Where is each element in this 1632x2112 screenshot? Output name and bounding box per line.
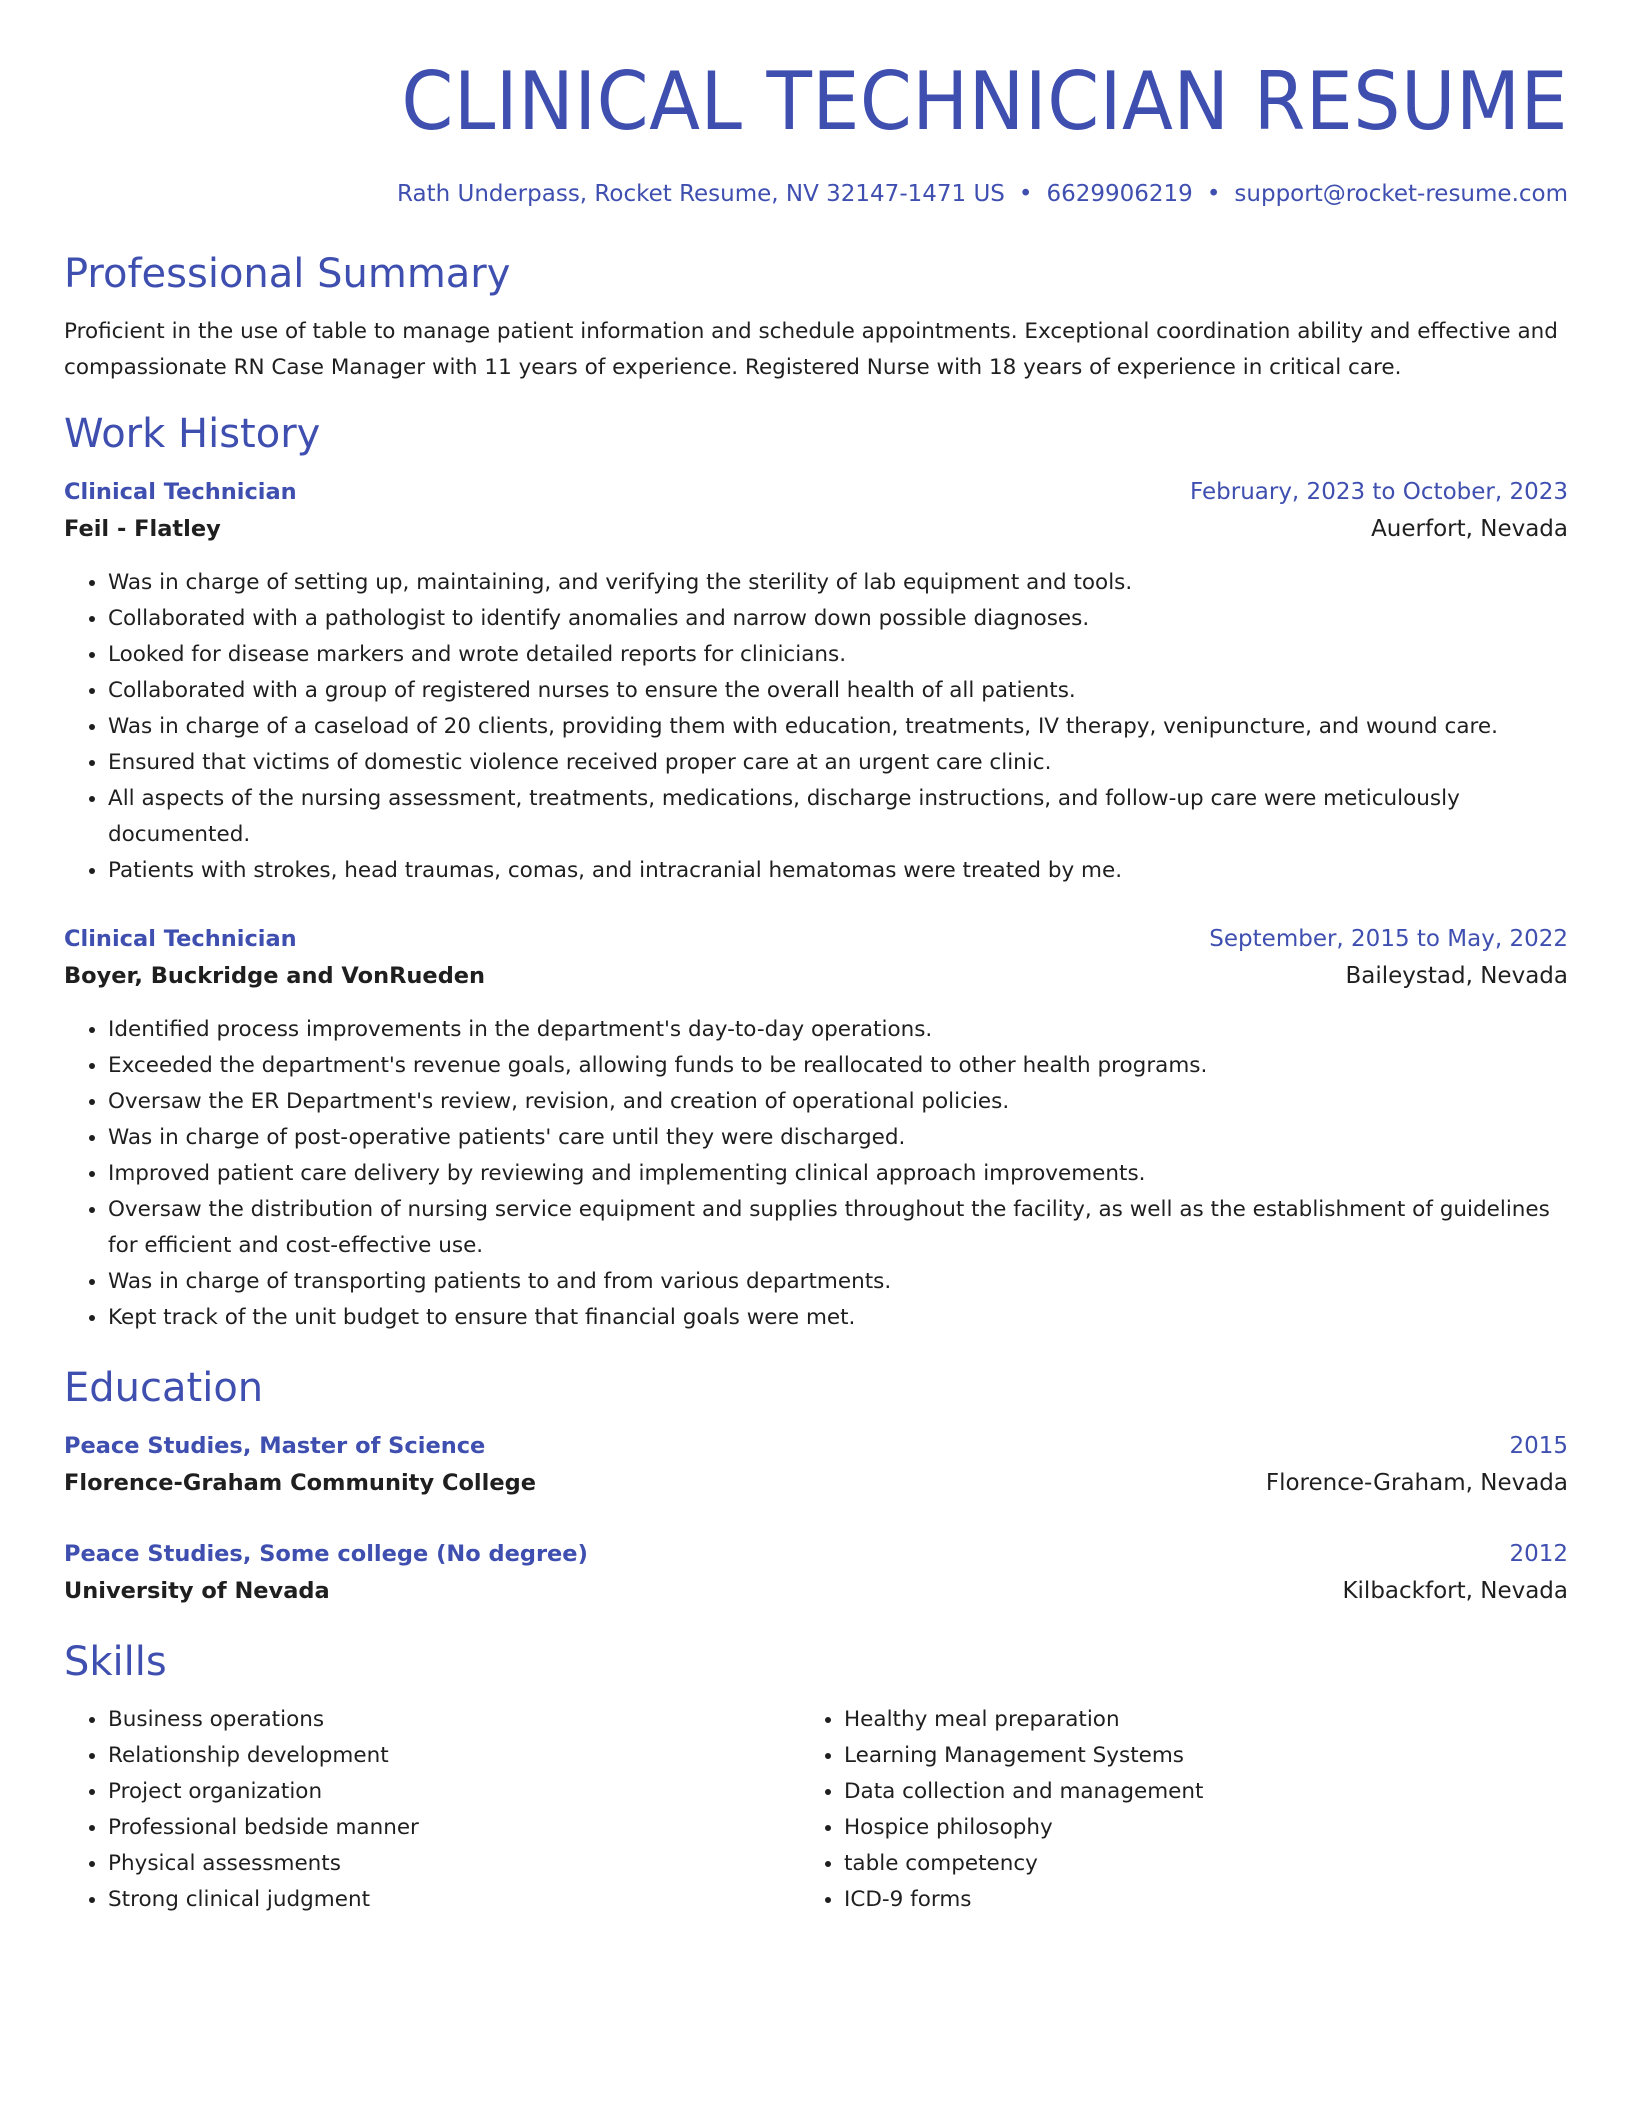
- skills-list-left: [64, 1702, 800, 1918]
- job-bullet: • Patients with strokes, head traumas, comas, and intracranial hematomas were treated by me.: [108, 853, 1568, 889]
- job-title: Clinical Technician: [64, 926, 297, 952]
- job-location: Auerfort, Nevada: [1371, 516, 1568, 542]
- job-bullets: [64, 1012, 1568, 1336]
- contact-phone: 6629906219: [1046, 181, 1193, 207]
- job-bullet: • Collaborated with a group of registered nurses to ensure the overall health of all patients.: [108, 673, 1568, 709]
- job-bullet: • Was in charge of post-operative patients' care until they were discharged.: [108, 1120, 1568, 1156]
- job-company: Feil - Flatley: [64, 516, 221, 542]
- skill-item: • Professional bedside manner: [108, 1810, 800, 1846]
- job-bullet: • Kept track of the unit budget to ensure that financial goals were met.: [108, 1300, 1568, 1336]
- work-history-heading: Work History: [64, 411, 321, 457]
- skill-item: • Strong clinical judgment: [108, 1882, 800, 1918]
- job-entry: [64, 474, 1568, 889]
- job-bullet: • Looked for disease markers and wrote detailed reports for clinicians.: [108, 637, 1568, 673]
- education-degree: Peace Studies, Some college (No degree): [64, 1541, 588, 1567]
- summary-heading: Professional Summary: [64, 251, 511, 297]
- job-bullet: • Was in charge of transporting patients to and from various departments.: [108, 1264, 1568, 1300]
- skill-item: • Data collection and management: [844, 1774, 1536, 1810]
- job-entry: [64, 921, 1568, 1336]
- skill-item: • Learning Management Systems: [844, 1738, 1536, 1774]
- contact-address: Rath Underpass, Rocket Resume, NV 32147-1471 US: [397, 181, 1005, 207]
- job-bullet: • Exceeded the department's revenue goals, allowing funds to be reallocated to other health programs.: [108, 1048, 1568, 1084]
- skills-list-right: [800, 1702, 1536, 1918]
- education-entry: [64, 1536, 1568, 1610]
- job-dates: February, 2023 to October, 2023: [1190, 479, 1568, 505]
- summary-section: [64, 250, 1568, 386]
- skill-item: • Healthy meal preparation: [844, 1702, 1536, 1738]
- job-bullet: • All aspects of the nursing assessment, treatments, medications, discharge instructions, and follow-up care were meticulously documented.: [108, 781, 1568, 853]
- contact-separator: •: [1018, 181, 1033, 207]
- contact-line: [64, 178, 1568, 210]
- job-bullet: • Ensured that victims of domestic violence received proper care at an urgent care clinic.: [108, 745, 1568, 781]
- resume-header: [64, 56, 1568, 210]
- education-entry: [64, 1428, 1568, 1502]
- job-bullets: [64, 565, 1568, 889]
- job-location: Baileystad, Nevada: [1345, 963, 1568, 989]
- education-section: [64, 1364, 1568, 1610]
- skills-columns: [64, 1702, 1568, 1918]
- education-degree: Peace Studies, Master of Science: [64, 1433, 486, 1459]
- education-heading: Education: [64, 1365, 264, 1411]
- work-history-section: [64, 410, 1568, 1336]
- skill-item: • Hospice philosophy: [844, 1810, 1536, 1846]
- contact-separator: •: [1206, 181, 1221, 207]
- job-bullet: • Improved patient care delivery by reviewing and implementing clinical approach improvements.: [108, 1156, 1568, 1192]
- job-company: Boyer, Buckridge and VonRueden: [64, 963, 486, 989]
- job-title: Clinical Technician: [64, 479, 297, 505]
- education-school: Florence-Graham Community College: [64, 1470, 536, 1496]
- job-bullet: • Was in charge of a caseload of 20 clients, providing them with education, treatments, IV therapy, venipuncture, and wound care.: [108, 709, 1568, 745]
- education-year: 2015: [1509, 1433, 1568, 1459]
- education-location: Kilbackfort, Nevada: [1342, 1578, 1568, 1604]
- job-bullet: • Oversaw the distribution of nursing service equipment and supplies throughout the facility, as well as the establishment of guidelines for efficient and cost-effective use.: [108, 1192, 1568, 1264]
- education-location: Florence-Graham, Nevada: [1265, 1470, 1568, 1496]
- skill-item: • Physical assessments: [108, 1846, 800, 1882]
- job-bullet: • Identified process improvements in the department's day-to-day operations.: [108, 1012, 1568, 1048]
- job-bullet: • Oversaw the ER Department's review, revision, and creation of operational policies.: [108, 1084, 1568, 1120]
- education-year: 2012: [1509, 1541, 1568, 1567]
- skill-item: • Business operations: [108, 1702, 800, 1738]
- contact-email: support@rocket-resume.com: [1234, 181, 1568, 207]
- resume-title: CLINICAL TECHNICIAN RESUME: [401, 55, 1568, 148]
- job-dates: September, 2015 to May, 2022: [1209, 926, 1568, 952]
- skill-item: • Project organization: [108, 1774, 800, 1810]
- summary-text: Proficient in the use of table to manage patient information and schedule appointments. Exceptional coordination ability and effective and compassionate RN Case Manager with 11 years of experience. Registered Nurse with 18 years of experience in critical care.: [64, 319, 1558, 380]
- skills-section: [64, 1638, 1568, 1918]
- skill-item: • ICD-9 forms: [844, 1882, 1536, 1918]
- skills-heading: Skills: [64, 1639, 167, 1685]
- skill-item: • Relationship development: [108, 1738, 800, 1774]
- job-bullet: • Was in charge of setting up, maintaining, and verifying the sterility of lab equipment and tools.: [108, 565, 1568, 601]
- skill-item: • table competency: [844, 1846, 1536, 1882]
- job-bullet: • Collaborated with a pathologist to identify anomalies and narrow down possible diagnoses.: [108, 601, 1568, 637]
- education-school: University of Nevada: [64, 1578, 330, 1604]
